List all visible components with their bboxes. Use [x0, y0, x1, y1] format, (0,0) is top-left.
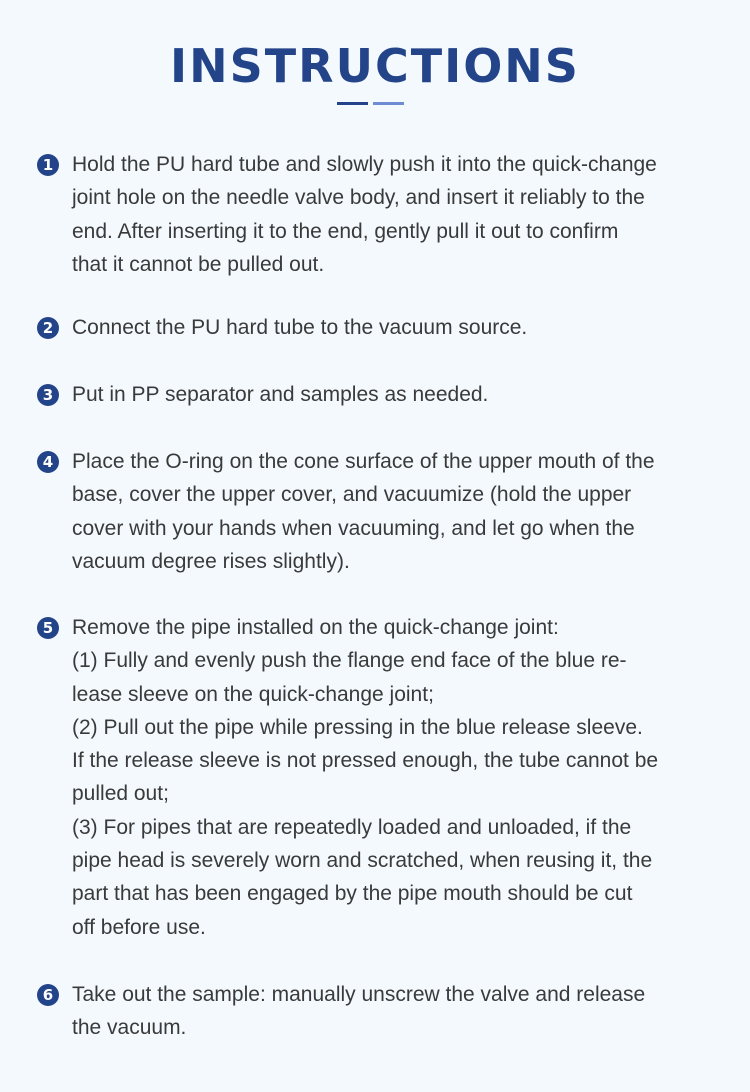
step-line: vacuum degree rises slightly). — [72, 549, 350, 573]
step-number-badge: 6 — [37, 984, 59, 1006]
step-line: end. After inserting it to the end, gently pull it out to confirm — [72, 219, 619, 243]
step-2 — [37, 311, 727, 344]
step-text — [72, 611, 658, 944]
step-number-badge: 5 — [37, 617, 59, 639]
step-line: pipe head is severely worn and scratched, when reusing it, the — [72, 849, 653, 873]
step-line: cover with your hands when vacuuming, and let go when the — [72, 516, 635, 540]
title-underline-light — [373, 102, 404, 105]
step-line: Hold the PU hard tube and slowly push it into the quick-change — [72, 153, 657, 176]
step-line: pulled out; — [72, 782, 169, 806]
step-line: Put in PP separator and samples as needed. — [72, 383, 489, 406]
step-line: lease sleeve on the quick-change joint; — [72, 682, 434, 706]
step-line: base, cover the upper cover, and vacuumize (hold the upper — [72, 483, 632, 507]
step-text — [72, 978, 645, 1045]
step-line: If the release sleeve is not pressed enough, the tube cannot be — [72, 749, 659, 773]
step-line: Remove the pipe installed on the quick-change joint: — [72, 616, 559, 639]
step-line: that it cannot be pulled out. — [72, 252, 325, 276]
step-line: Connect the PU hard tube to the vacuum source. — [72, 316, 528, 339]
step-line: (3) For pipes that are repeatedly loaded and unloaded, if the — [72, 815, 632, 839]
step-line: joint hole on the needle valve body, and insert it reliably to the — [72, 186, 645, 210]
step-text — [72, 378, 488, 411]
step-line: part that has been engaged by the pipe mouth should be cut — [72, 882, 633, 906]
step-number-badge: 3 — [37, 384, 59, 406]
step-1 — [37, 148, 727, 281]
step-4 — [37, 445, 727, 578]
step-line: the vacuum. — [72, 1016, 187, 1040]
step-3 — [37, 378, 727, 411]
step-line: off before use. — [72, 915, 206, 939]
step-line: Take out the sample: manually unscrew the valve and release — [72, 983, 646, 1006]
step-6 — [37, 978, 727, 1045]
step-line: Place the O-ring on the cone surface of the upper mouth of the — [72, 450, 655, 473]
page-header — [0, 36, 750, 96]
step-text — [72, 148, 657, 281]
step-line: (2) Pull out the pipe while pressing in the blue release sleeve. — [72, 715, 643, 739]
step-number-badge: 1 — [37, 154, 59, 176]
page-title: INSTRUCTIONS — [170, 39, 580, 93]
step-number-badge: 2 — [37, 317, 59, 339]
title-underline-dark — [337, 102, 368, 105]
step-line: (1) Fully and evenly push the flange end face of the blue re- — [72, 649, 627, 673]
step-text — [72, 311, 527, 344]
step-text — [72, 445, 655, 578]
step-5 — [37, 611, 727, 944]
step-number-badge: 4 — [37, 451, 59, 473]
